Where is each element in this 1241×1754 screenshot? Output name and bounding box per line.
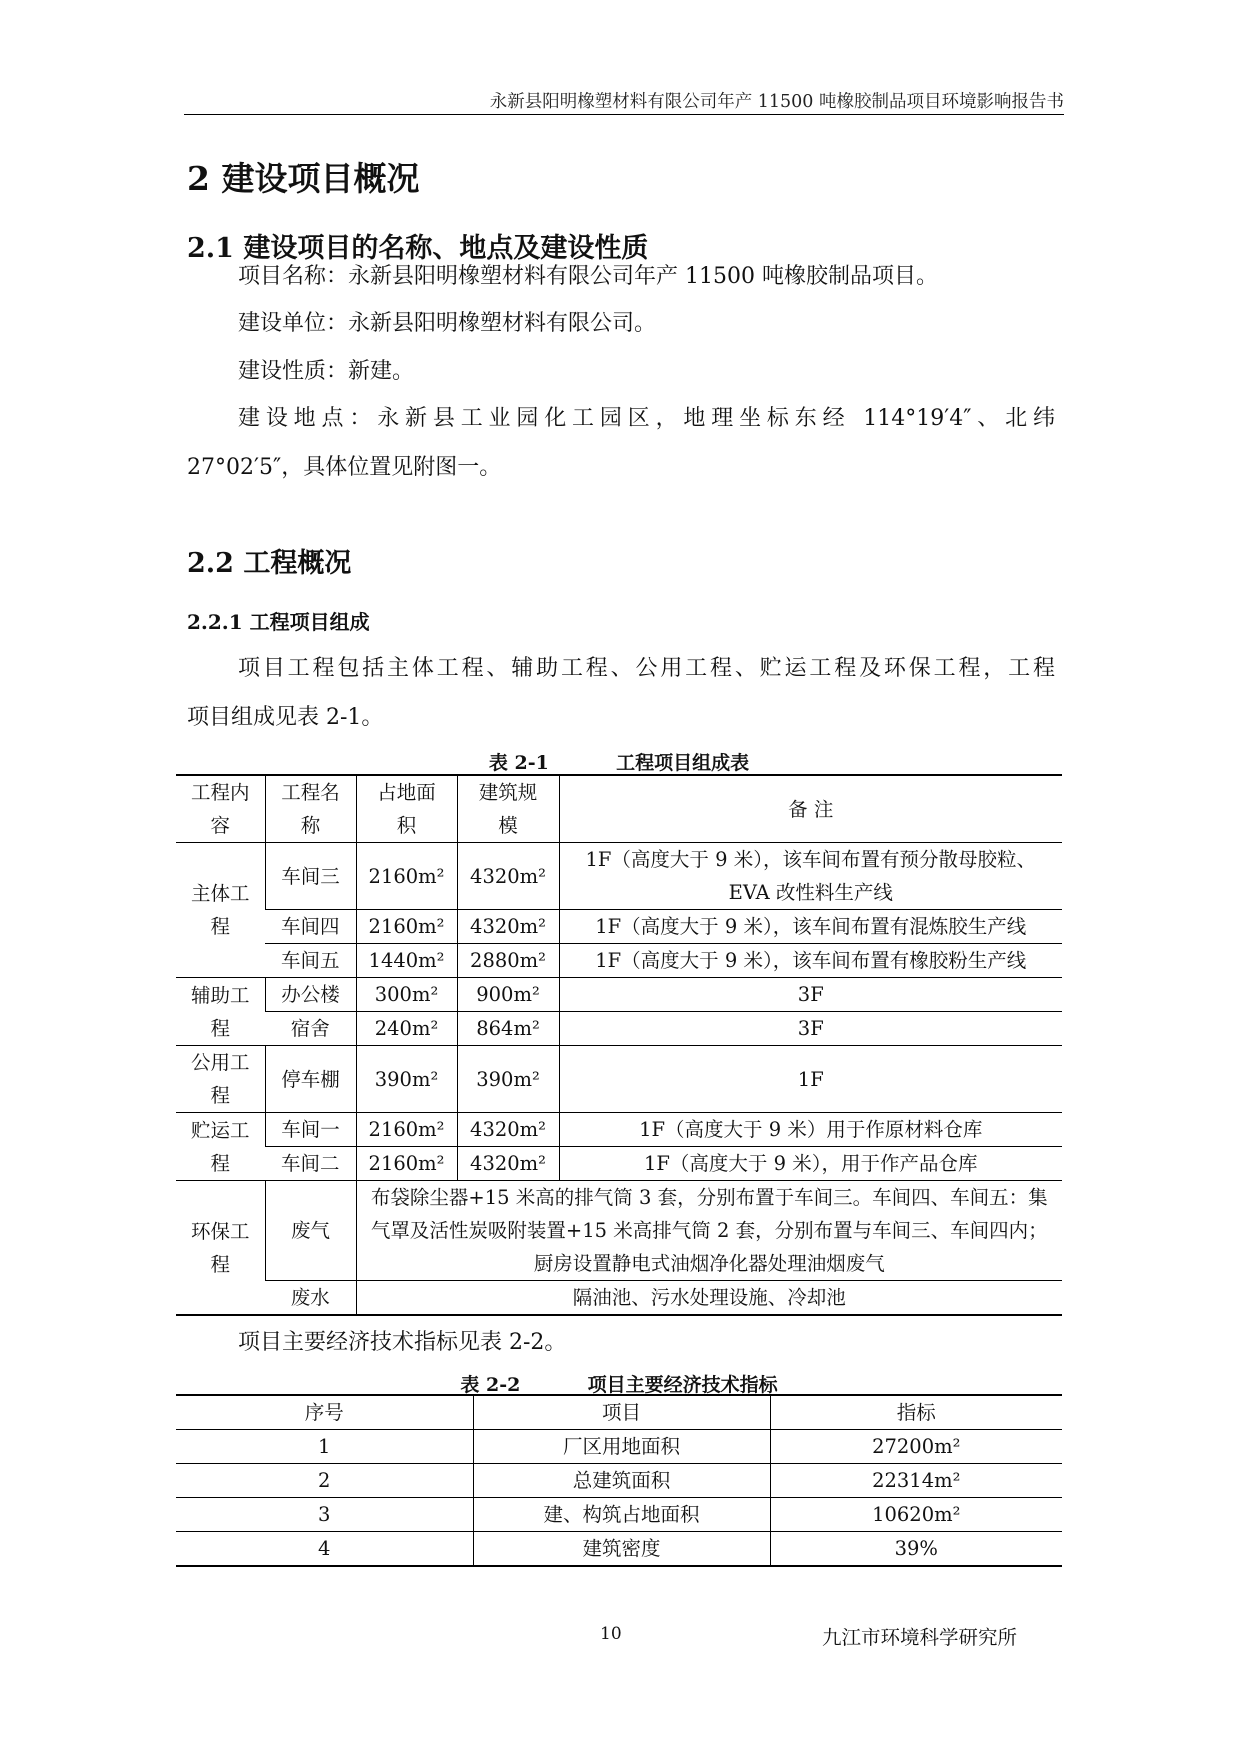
economic-indicators-table — [176, 1394, 1062, 1567]
scale-cell: 390m² — [457, 1046, 559, 1113]
table1-caption — [176, 748, 1062, 775]
name-cell: 车间一 — [265, 1113, 356, 1147]
category-cell: 辅助工程 — [176, 978, 265, 1046]
scale-cell: 4320m² — [457, 1113, 559, 1147]
name-cell: 办公楼 — [265, 978, 356, 1012]
note-cell: 3F — [559, 1012, 1062, 1046]
table-row — [176, 1532, 1062, 1567]
section-2-2-title: 2.2 工程概况 — [187, 548, 352, 579]
table-row — [176, 978, 1062, 1012]
note-cell: 布袋除尘器+15 米高的排气筒 3 套，分别布置于车间三。车间四、车间五：集气罩及活性炭吸附装置+15 米高排气筒 2 套，分别布置与车间三、车间四内；厨房设置静电式油烟净化器处理油烟废气 — [356, 1181, 1062, 1281]
header-cell: 指标 — [770, 1395, 1062, 1430]
header-cell: 占地面积 — [356, 775, 457, 843]
item-cell: 厂区用地面积 — [473, 1430, 770, 1464]
scale-cell: 2880m² — [457, 944, 559, 978]
header-cell: 备 注 — [559, 775, 1062, 843]
table-row — [176, 1012, 1062, 1046]
table1-caption-number: 表 2-1 — [488, 752, 549, 774]
location-paragraph-line1: 建设地点：永新县工业园化工园区，地理坐标东经 114°19′4″、北纬 — [238, 406, 1055, 431]
value-cell: 10620m² — [770, 1498, 1062, 1532]
area-cell: 2160m² — [356, 910, 457, 944]
scale-cell: 4320m² — [457, 910, 559, 944]
table-row — [176, 1147, 1062, 1181]
intro-paragraph-line2: 项目组成见表 2-1。 — [187, 705, 384, 730]
table-row — [176, 1113, 1062, 1147]
value-cell: 39% — [770, 1532, 1062, 1567]
nature-paragraph: 建设性质：新建。 — [238, 359, 415, 384]
section-2-1-title: 2.1 建设项目的名称、地点及建设性质 — [187, 233, 649, 264]
note-cell: 1F（高度大于 9 米），该车间布置有混炼胶生产线 — [559, 910, 1062, 944]
area-cell: 240m² — [356, 1012, 457, 1046]
intro-paragraph-line1: 项目工程包括主体工程、辅助工程、公用工程、贮运工程及环保工程，工程 — [238, 656, 1055, 681]
name-cell: 废气 — [265, 1181, 356, 1281]
index-cell: 3 — [176, 1498, 473, 1532]
table-row — [176, 1281, 1062, 1316]
item-cell: 建筑密度 — [473, 1532, 770, 1567]
category-cell: 主体工程 — [176, 843, 265, 978]
name-cell: 废水 — [290, 1286, 330, 1309]
table-row — [176, 944, 1062, 978]
builder-paragraph: 建设单位：永新县阳明橡塑材料有限公司。 — [238, 311, 657, 336]
name-cell: 车间五 — [265, 944, 356, 978]
index-cell: 1 — [176, 1430, 473, 1464]
note-cell: 1F（高度大于 9 米），用于作产品仓库 — [559, 1147, 1062, 1181]
scale-cell: 900m² — [457, 978, 559, 1012]
header-cell: 建筑规模 — [457, 775, 559, 843]
chapter-title: 2 建设项目概况 — [187, 159, 420, 198]
note-cell: 1F（高度大于 9 米）用于作原材料仓库 — [559, 1113, 1062, 1147]
name-cell: 车间四 — [265, 910, 356, 944]
index-cell: 2 — [176, 1464, 473, 1498]
project-composition-table — [176, 774, 1062, 1316]
table1-caption-title: 工程项目组成表 — [616, 752, 750, 774]
header-cell: 工程内容 — [176, 775, 265, 843]
value-cell: 27200m² — [770, 1430, 1062, 1464]
area-cell: 2160m² — [356, 1147, 457, 1181]
header-cell: 工程名称 — [265, 775, 356, 843]
note-cell: 1F（高度大于 9 米），该车间布置有橡胶粉生产线 — [559, 944, 1062, 978]
area-cell: 2160m² — [356, 843, 457, 910]
category-cell: 环保工程 — [176, 1181, 265, 1316]
note-cell: 隔油池、污水处理设施、冷却池 — [356, 1281, 1062, 1316]
project-name-paragraph: 项目名称：永新县阳明橡塑材料有限公司年产 11500 吨橡胶制品项目。 — [238, 264, 938, 289]
header-cell: 序号 — [176, 1395, 473, 1430]
scale-cell: 4320m² — [457, 1147, 559, 1181]
item-cell: 建、构筑占地面积 — [473, 1498, 770, 1532]
category-cell: 公用工程 — [176, 1046, 265, 1113]
note-cell: 1F（高度大于 9 米），该车间布置有预分散母胶粒、EVA 改性料生产线 — [559, 843, 1062, 910]
header-divider — [184, 114, 1064, 115]
name-cell: 停车棚 — [265, 1046, 356, 1113]
value-cell: 22314m² — [770, 1464, 1062, 1498]
scale-cell: 864m² — [457, 1012, 559, 1046]
subsection-2-2-1-title: 2.2.1 工程项目组成 — [187, 610, 370, 634]
page-header-title: 永新县阳明橡塑材料有限公司年产 11500 吨橡胶制品项目环境影响报告书 — [489, 92, 1064, 112]
table-header-row — [176, 1395, 1062, 1430]
table-row — [176, 1430, 1062, 1464]
note-cell: 3F — [559, 978, 1062, 1012]
name-cell: 车间三 — [265, 843, 356, 910]
table-row — [176, 1464, 1062, 1498]
category-cell: 贮运工程 — [176, 1113, 265, 1181]
header-cell: 项目 — [473, 1395, 770, 1430]
table-row — [176, 1181, 1062, 1281]
table2-caption-number: 表 2-2 — [460, 1374, 521, 1396]
table2-caption-title: 项目主要经济技术指标 — [587, 1374, 778, 1396]
table-row — [176, 1046, 1062, 1113]
name-cell: 车间二 — [265, 1147, 356, 1181]
name-cell: 宿舍 — [265, 1012, 356, 1046]
item-cell: 总建筑面积 — [473, 1464, 770, 1498]
area-cell: 1440m² — [356, 944, 457, 978]
area-cell: 2160m² — [356, 1113, 457, 1147]
index-cell: 4 — [318, 1537, 331, 1560]
table-row — [176, 910, 1062, 944]
scale-cell: 4320m² — [457, 843, 559, 910]
table2-reference-paragraph: 项目主要经济技术指标见表 2-2。 — [238, 1330, 567, 1355]
location-paragraph-line2: 27°02′5″，具体位置见附图一。 — [187, 455, 502, 480]
page-number: 10 — [600, 1624, 622, 1644]
table-header-row — [176, 775, 1062, 843]
area-cell: 300m² — [356, 978, 457, 1012]
table-row — [176, 1498, 1062, 1532]
area-cell: 390m² — [356, 1046, 457, 1113]
note-cell: 1F — [559, 1046, 1062, 1113]
table2-caption — [176, 1370, 1062, 1397]
table-row — [176, 843, 1062, 910]
footer-organization: 九江市环境科学研究所 — [822, 1626, 1018, 1649]
